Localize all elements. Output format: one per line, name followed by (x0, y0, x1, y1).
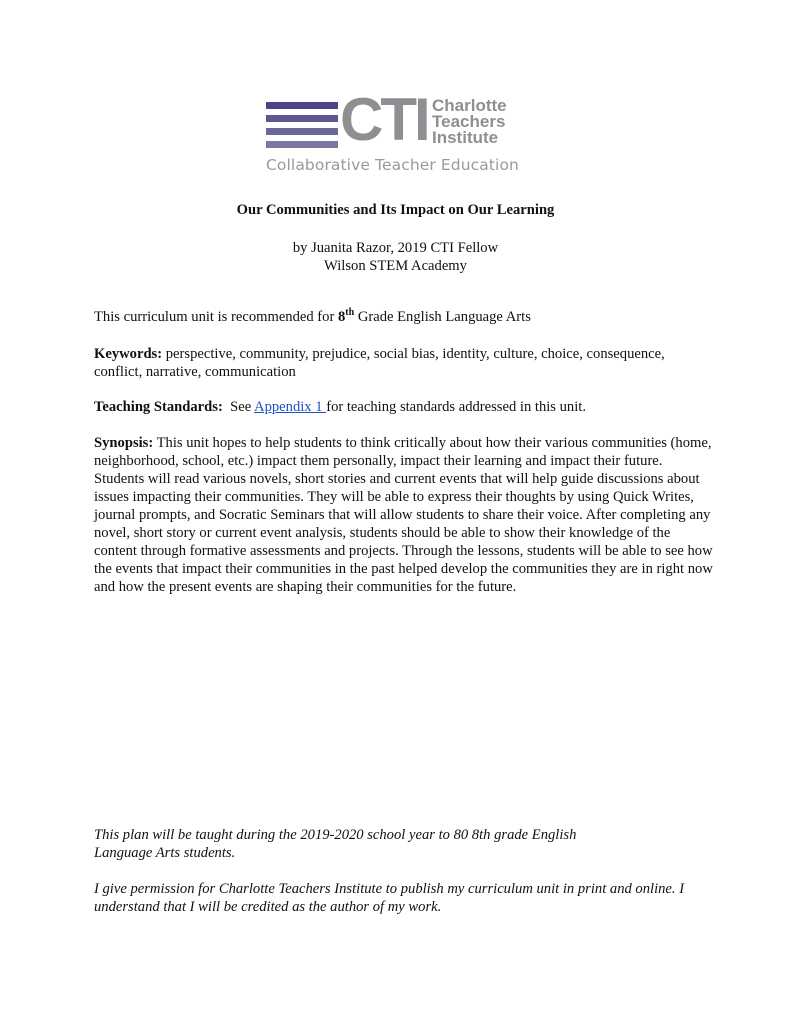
logo-name-line: Teachers (432, 112, 506, 131)
cti-logo (266, 86, 526, 178)
logo-name-line: Institute (432, 128, 499, 147)
standards-label: Teaching Standards: (94, 399, 223, 415)
standards-paragraph (94, 398, 714, 416)
plan-statement: This plan will be taught during the 2019-2020 school year to 80 8th grade English Language Arts students. (94, 827, 577, 861)
logo-name (432, 98, 507, 146)
recommendation-prefix: This curriculum unit is recommended for (94, 309, 338, 325)
logo-bars-icon (266, 102, 338, 154)
school-line: Wilson STEM Academy (324, 258, 467, 274)
appendix-1-link[interactable]: Appendix 1 (254, 399, 327, 415)
keywords-text: perspective, community, prejudice, social bias, identity, culture, choice, consequence, conflict, narrative, communication (94, 346, 665, 380)
recommendation-rest: Grade English Language Arts (354, 309, 531, 325)
unit-title: Our Communities and Its Impact on Our Learning (236, 202, 555, 218)
author-line: by Juanita Razor, 2019 CTI Fellow (292, 240, 499, 256)
keywords-label: Keywords: (94, 346, 163, 362)
synopsis-text: This unit hopes to help students to think critically about how their various communities (home, neighborhood, school, etc.) impact them personally, impact their learning and impact their future. Students will read various novels, short stories and current events that will help guide discussions about issues impacting their communities. They will be able to express their thoughts by using Quick Writes, journal prompts, and Socratic Seminars that will allow students to share their voice. After completing any novel, short story or current event analysis, students should be able to show their knowledge of the content through formative assessments and projects. Through the lessons, students will be able to see how the events that impact their communities in the past helped develop the communities they are in right now and how the present events are shaping their communities for the future. (94, 435, 713, 595)
grade-suffix: th (345, 307, 355, 319)
permission-statement: I give permission for Charlotte Teachers Institute to publish my curriculum unit in print and online. I understand that I will be credited as the author of my work. (94, 881, 685, 915)
standards-rest: for teaching standards addressed in this unit. (326, 399, 586, 415)
synopsis-paragraph (94, 434, 714, 596)
byline (0, 239, 791, 275)
standards-see: See (222, 399, 255, 415)
logo-name-line: Charlotte (432, 96, 507, 115)
recommendation-paragraph (94, 308, 714, 326)
synopsis-label: Synopsis: (94, 435, 154, 451)
logo-tagline: Collaborative Teacher Education (266, 156, 519, 174)
logo-initials: CTI (340, 86, 428, 153)
keywords-paragraph (94, 345, 714, 381)
grade-number: 8 (337, 309, 346, 325)
